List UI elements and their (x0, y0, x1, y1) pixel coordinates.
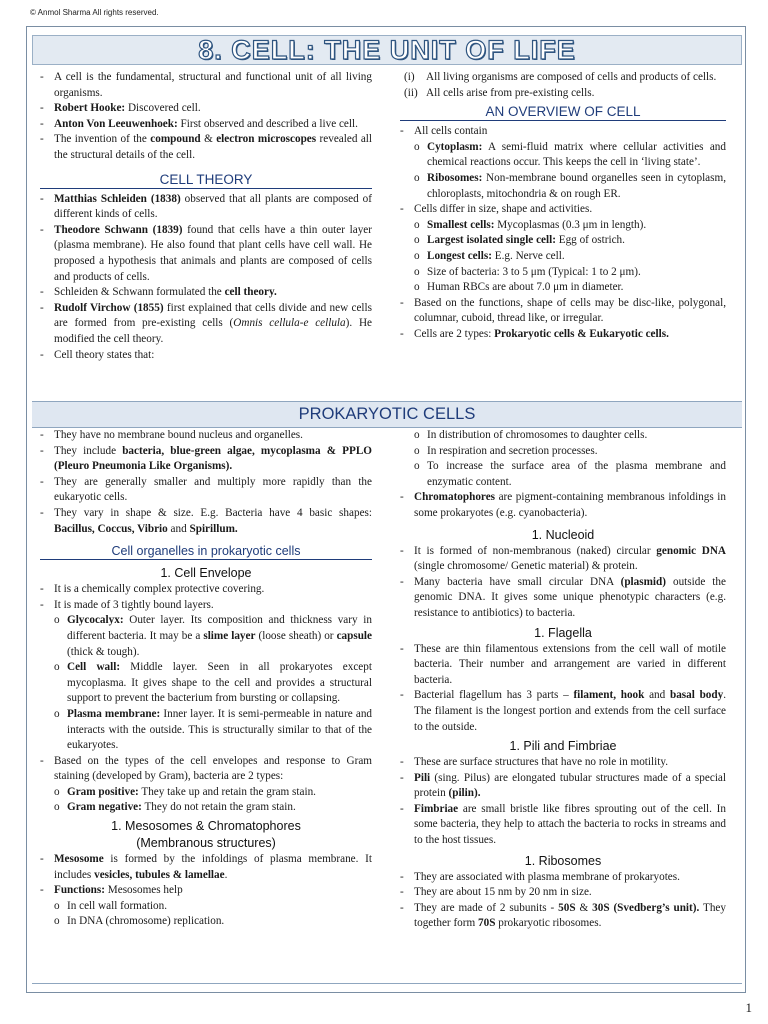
prokaryotic-list (40, 428, 372, 537)
gram-intro: - Based on the types of the cell envelopes and response to Gram staining (developed by Gram), bacteria are 2 types: (40, 754, 372, 783)
list-item: (ii) All cells arise from pre-existing cells. (404, 86, 595, 99)
list-item: o Ribosomes: Non-membrane bound organelles seen in cytoplasm, chloroplasts, mitochondria & on rough ER. (414, 171, 726, 200)
list-item: o Cytoplasm: A semi-fluid matrix where cellular activities and chemical reactions occur. This keeps the cell in ‘living state’. (414, 140, 726, 169)
list-item: o Human RBCs are about 7.0 μm in diameter. (414, 281, 624, 294)
list-item: - They are about 15 nm by 20 nm in size. (400, 886, 592, 899)
overview-differ-label: - Cells differ in size, shape and activities. (400, 203, 593, 216)
pili-list (400, 755, 726, 849)
organelles-heading: Cell organelles in prokaryotic cells (40, 543, 372, 560)
list-item: - Many bacteria have small circular DNA (plasmid) outside the genomic DNA. It gives some unique phenotypic characters (e.g. resistance to antibiotics) to bacteria. (400, 575, 726, 619)
ribosomes-list (400, 870, 726, 932)
lower-left-column (40, 428, 372, 930)
pili-heading: 1. Pili and Fimbriae (509, 739, 617, 754)
lower-right-column (400, 428, 726, 932)
list-item: - Cell theory states that: (40, 348, 155, 361)
gram-types-list (40, 785, 372, 816)
page-number: 1 (745, 1000, 752, 1015)
list-item: o To increase the surface area of the plasma membrane and enzymatic content. (414, 460, 726, 488)
prokaryotic-banner (32, 401, 742, 428)
list-item: - Based on the functions, shape of cells may be disc-like, polygonal, columnar, cuboid, thread like, or irregular. (400, 296, 726, 325)
list-item: - They vary in shape & size. E.g. Bacteria have 4 basic shapes: Bacillus, Coccus, Vibrio and Spirillum. (40, 506, 372, 535)
list-item: - It is a chemically complex protective covering. (40, 583, 265, 596)
list-item: o In distribution of chromosomes to daughter cells. (414, 429, 648, 441)
cell-envelope-heading: 1. Cell Envelope (160, 566, 252, 581)
list-item: o Size of bacteria: 3 to 5 μm (Typical: 1 to 2 μm). (414, 265, 641, 278)
list-item: - They include bacteria, blue-green algae, mycoplasma & PPLO (Pleuro Pneumonia Like Organisms). (40, 444, 373, 473)
list-item: o Gram positive: They take up and retain the gram stain. (54, 785, 316, 798)
list-item: o Largest isolated single cell: Egg of ostrich. (414, 234, 625, 247)
list-item: - Anton Von Leeuwenhoek: First observed and described a live cell. (40, 117, 358, 130)
mesosomes-heading: 1. Mesosomes & Chromatophores (111, 819, 301, 834)
mesosome-functions-a (40, 899, 372, 930)
cell-theory-heading: CELL THEORY (40, 172, 372, 189)
list-item: - They are associated with plasma membrane of prokaryotes. (400, 870, 680, 883)
upper-right-column (400, 70, 726, 343)
list-item: o Glycocalyx: Outer layer. Its composition and thickness vary in different bacteria. It may be a slime layer (loose sheath) or capsule (thick & tough). (54, 614, 373, 658)
list-item: - They are generally smaller and multiply more rapidly than the eukaryotic cells. (40, 475, 372, 504)
list-item: o Plasma membrane: Inner layer. It is semi-permeable in nature and interacts with the outside. This is structurally similar to that of the eukaryotes. (54, 707, 373, 752)
cell-envelope-list (40, 582, 372, 613)
list-item: - They are made of 2 subunits - 50S & 30S (Svedberg’s unit). They together form 70S prokaryotic ribosomes. (400, 901, 726, 930)
prokaryotic-heading: PROKARYOTIC CELLS (298, 405, 476, 423)
overview-contain-label: - All cells contain (400, 125, 488, 138)
list-item: o Longest cells: E.g. Nerve cell. (414, 249, 565, 262)
list-item: - Schleiden & Schwann formulated the cell theory. (40, 286, 277, 299)
flagella-list (400, 642, 726, 736)
list-item: o In DNA (chromosome) replication. (54, 915, 225, 928)
list-item: - Rudolf Virchow (1855) first explained that cells divide and new cells are formed from pre-existing cells (Omnis cellula-e cellula). He modified the cell theory. (40, 301, 372, 345)
list-item: - These are thin filamentous extensions from the cell wall of motile bacteria. Their number and arrangement are varied in different bacteria. (400, 642, 726, 686)
overview-tail-list (400, 296, 726, 343)
list-item: - Robert Hooke: Discovered cell. (40, 102, 201, 115)
list-item: - Bacterial flagellum has 3 parts – filament, hook and basal body. The filament is the longest portion and extends from the cell surface to the outside. (400, 689, 726, 733)
mesosomes-list (40, 852, 372, 899)
list-item: - Cells are 2 types: Prokaryotic cells & Eukaryotic cells. (400, 327, 669, 340)
bottom-rule (32, 983, 742, 984)
list-item: o Smallest cells: Mycoplasmas (0.3 μm in length). (414, 218, 647, 231)
list-item: - Pili (sing. Pilus) are elongated tubular structures made of a special protein (pilin). (400, 771, 726, 800)
cell-theory-list (40, 192, 372, 364)
cell-theory-statements (400, 70, 726, 101)
mesosome-functions-b (400, 428, 726, 490)
list-item: - They have no membrane bound nucleus and organelles. (40, 429, 303, 441)
nucleoid-heading: 1. Nucleoid (531, 527, 595, 542)
list-item: - The invention of the compound & electron microscopes revealed all the structural details of the cell. (40, 133, 373, 161)
page-title: 8. CELL: THE UNIT OF LIFE (198, 35, 576, 65)
list-item: - Fimbriae are small bristle like fibres sprouting out of the cell. In some bacteria, they help to attach the bacteria to rocks in streams and to the host tissues. (400, 802, 726, 847)
list-item: - It is made of 3 tightly bound layers. (40, 598, 214, 611)
overview-heading: AN OVERVIEW OF CELL (400, 104, 726, 121)
list-item: - A cell is the fundamental, structural and functional unit of all living organisms. (40, 71, 372, 99)
overview-contain-list (400, 140, 726, 202)
upper-left-column (40, 70, 372, 363)
cell-envelope-layers (40, 613, 372, 753)
ribosomes-heading: 1. Ribosomes (524, 853, 602, 868)
nucleoid-list (400, 544, 726, 622)
intro-list (40, 70, 372, 164)
list-item: o Cell wall: Middle layer. Seen in all prokaryotes except mycoplasma. It gives shape to the cell and provides a structural support to prevent the bacterium from bursting or collapsing. (54, 661, 372, 705)
chromatophores-item: - Chromatophores are pigment-containing membranous infoldings in some prokaryotes (e.g. cyanobacteria). (400, 491, 726, 519)
list-item: - These are surface structures that have no role in motility. (400, 756, 669, 769)
flagella-heading: 1. Flagella (534, 625, 592, 640)
list-item: - Matthias Schleiden (1838) observed that all plants are composed of different kinds of cells. (40, 192, 372, 221)
list-item: - Functions: Mesosomes help (40, 884, 183, 897)
copyright-notice: © Anmol Sharma All rights reserved. (30, 8, 159, 17)
list-item: - Mesosome is formed by the infoldings of plasma membrane. It includes vesicles, tubules & lamellae. (40, 853, 372, 881)
overview-differ-list (400, 218, 726, 296)
list-item: o In respiration and secretion processes. (414, 444, 598, 457)
title-banner (32, 35, 742, 65)
list-item: o Gram negative: They do not retain the gram stain. (54, 801, 296, 814)
list-item: (i) All living organisms are composed of cells and products of cells. (404, 71, 717, 83)
list-item: - It is formed of non-membranous (naked) circular genomic DNA (single chromosome/ Genetic material) & protein. (400, 544, 726, 573)
mesosomes-subheading: (Membranous structures) (136, 836, 276, 851)
list-item: o In cell wall formation. (54, 899, 168, 912)
list-item: - Theodore Schwann (1839) found that cells have a thin outer layer (plasma membrane). He also found that plant cells have cell wall. He proposed a hypothesis that animals and plants are composed of cells and products of cells. (40, 223, 372, 283)
